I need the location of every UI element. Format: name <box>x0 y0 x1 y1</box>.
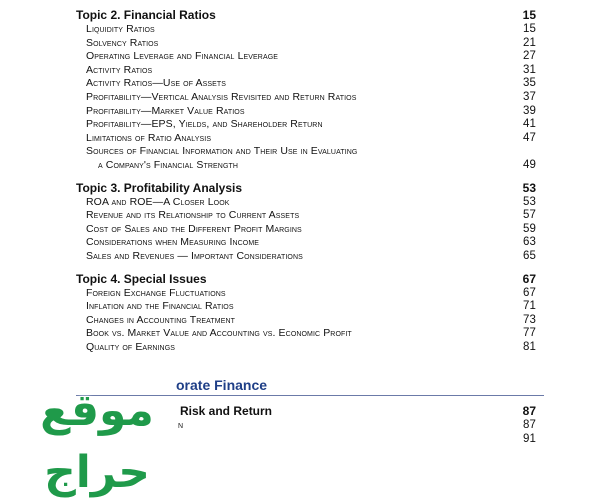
watermark-text: موقع حراج <box>40 385 154 498</box>
page-number: 53 <box>522 180 536 195</box>
entry-label: Activity Ratios <box>86 63 153 76</box>
toc-entry-continuation <box>76 159 536 173</box>
entry-label: Book vs. Market Value and Accounting vs. Economic Profit <box>86 327 352 340</box>
entry-label: Considerations when Measuring Income <box>86 236 260 249</box>
entry-label: Quality of Earnings <box>86 340 176 353</box>
entry-label: a Company's Financial Strength <box>98 158 239 171</box>
entry-label: Profitability—EPS, Yields, and Shareholder Return <box>86 118 323 131</box>
topic-heading <box>76 8 536 23</box>
toc-entry <box>76 300 536 314</box>
entry-label: Limitations of Ratio Analysis <box>86 131 212 144</box>
entry-label: Activity Ratios—Use of Assets <box>86 77 227 90</box>
toc-entry <box>76 91 536 105</box>
section-title-text: orate Finance <box>176 377 268 393</box>
topic-title: Topic 2. Financial Ratios <box>76 8 216 22</box>
toc-entry <box>76 433 536 447</box>
page-number: 15 <box>523 23 536 35</box>
entry-label: Sales and Revenues — Important Considerations <box>86 249 303 262</box>
toc-entry <box>76 209 536 223</box>
toc-entry <box>76 327 536 341</box>
toc-entry <box>76 50 536 64</box>
page-number: 63 <box>523 236 536 249</box>
page-number: 81 <box>523 340 536 353</box>
topic-3 <box>76 181 536 264</box>
toc-entry <box>76 250 536 264</box>
entry-label: Revenue and its Relationship to Current Assets <box>86 209 300 222</box>
page-number: 71 <box>523 300 536 313</box>
page-number: 21 <box>523 36 536 49</box>
page-number: 67 <box>522 271 536 286</box>
entry-label: ROA and ROE—A Closer Look <box>86 195 230 208</box>
entry-label: Inflation and the Financial Ratios <box>86 300 234 313</box>
page-number: 87 <box>523 419 536 431</box>
toc-entry <box>76 236 536 250</box>
toc-entry <box>76 145 536 159</box>
entry-label: Sources of Financial Information and Their Use in Evaluating <box>86 145 358 158</box>
page-number: 37 <box>523 90 536 103</box>
page-number: 41 <box>523 118 536 131</box>
page-number: 27 <box>523 50 536 63</box>
toc-entry <box>76 37 536 51</box>
page-number: 77 <box>523 327 536 340</box>
toc-entry <box>76 23 536 37</box>
page-number: 31 <box>523 63 536 76</box>
entry-label: Foreign Exchange Fluctuations <box>86 286 226 299</box>
topic-title: Risk and Return <box>180 404 273 418</box>
topic-title: Topic 3. Profitability Analysis <box>76 180 243 195</box>
toc-entry <box>76 223 536 237</box>
entry-label: Profitability—Vertical Analysis Revisited and Return Ratios <box>86 90 357 103</box>
page-number: 59 <box>523 222 536 235</box>
page-number: 57 <box>523 209 536 222</box>
page-number: 15 <box>522 8 536 22</box>
toc-entry <box>76 132 536 146</box>
topic-title: Topic 4. Special Issues <box>76 271 207 286</box>
topic-4 <box>76 272 536 355</box>
topic-heading <box>76 404 536 419</box>
entry-label: Cost of Sales and the Different Profit Margins <box>86 222 302 235</box>
toc-entry <box>76 196 536 210</box>
toc-entry <box>76 314 536 328</box>
toc-entry <box>76 419 536 433</box>
page-number: 73 <box>523 313 536 326</box>
page-number: 87 <box>522 404 536 418</box>
page-number: 65 <box>523 249 536 262</box>
toc-entry <box>76 105 536 119</box>
topic-heading <box>76 181 536 196</box>
section-divider <box>76 395 544 396</box>
topic-heading <box>76 272 536 287</box>
entry-label: Profitability—Market Value Ratios <box>86 104 245 117</box>
entry-label: Solvency Ratios <box>86 36 159 49</box>
page-number: 35 <box>523 77 536 90</box>
toc-entry <box>76 341 536 355</box>
entry-label: Operating Leverage and Financial Leverage <box>86 50 279 63</box>
entry-label: n <box>178 419 184 431</box>
table-of-contents <box>76 8 536 354</box>
topic-5 <box>76 404 536 446</box>
toc-entry <box>76 64 536 78</box>
topic-2 <box>76 8 536 173</box>
page-number: 53 <box>523 195 536 208</box>
entry-label: Changes in Accounting Treatment <box>86 313 236 326</box>
page-number: 47 <box>523 131 536 144</box>
page-number: 49 <box>523 158 536 171</box>
page-number: 39 <box>523 104 536 117</box>
toc-entry <box>76 287 536 301</box>
section-title <box>76 376 544 394</box>
page-number: 67 <box>523 286 536 299</box>
toc-entry <box>76 77 536 91</box>
page-number: 91 <box>523 432 536 445</box>
toc-entry <box>76 118 536 132</box>
entry-label: Liquidity Ratios <box>86 23 155 35</box>
